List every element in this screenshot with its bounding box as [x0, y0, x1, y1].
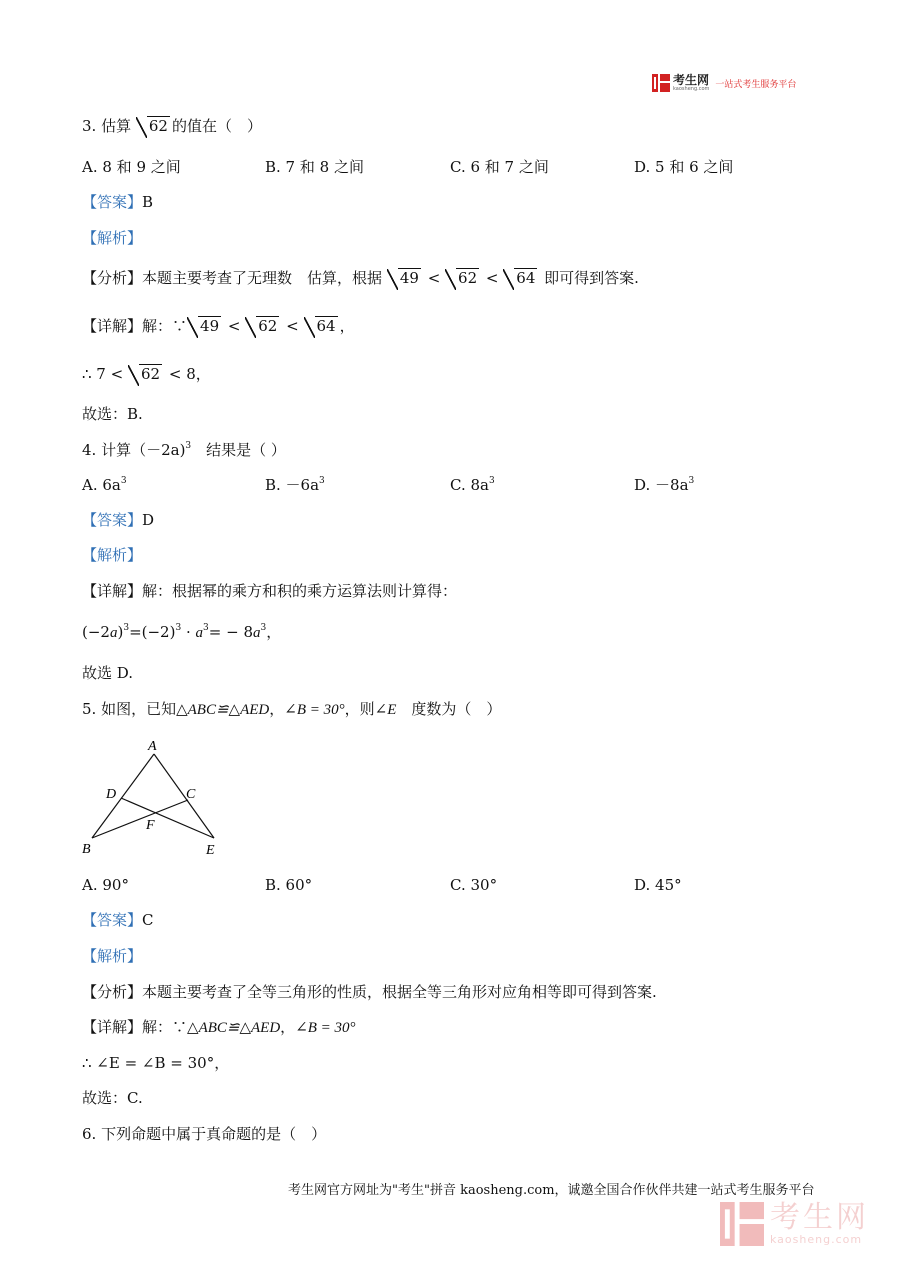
label-b: B: [82, 842, 91, 857]
q4-option-d: D. $-8a^3$: [634, 476, 695, 494]
q5-detail: 【详解】解：∵△ABC≌△AED，∠B = 30°: [82, 1018, 356, 1036]
q5-option-b: B. 60°: [265, 876, 313, 894]
q3-stem: 3. 估算 62 的值在（ ）: [82, 117, 262, 135]
q3-option-b: B. 7 和 8 之间: [265, 158, 364, 176]
q4-option-a: A. $6a^3$: [82, 476, 127, 494]
q5-option-d: D. 45°: [634, 876, 682, 894]
q6-stem: 6. 下列命题中属于真命题的是（ ）: [82, 1125, 327, 1143]
q3-therefore: ∴ 7 < 62 < 8，: [82, 365, 211, 383]
logo-text: [673, 72, 710, 92]
q4-formula: $(-2a)^3=(-2)^3 \cdot a^3= - 8a^3$，: [82, 623, 282, 641]
q5-triangle-figure: [78, 732, 238, 862]
q4-option-b: B. $-6a^3$: [265, 476, 325, 494]
footer-text: 考生网官方网址为"考生"拼音 kaosheng.com，诚邀全国合作伙伴共建一站式考生服务平台: [288, 1183, 815, 1198]
q4-analysis-label: 【解析】: [82, 546, 143, 564]
q5-fenxi: 【分析】本题主要考查了全等三角形的性质，根据全等三角形对应角相等即可得到答案.: [82, 983, 657, 1001]
watermark-name: 考生网: [770, 1200, 869, 1235]
q5-option-a: A. 90°: [82, 876, 129, 894]
q3-option-c: C. 6 和 7 之间: [450, 158, 549, 176]
label-a: A: [148, 739, 157, 754]
q5-stem: 5. 如图，已知△ABC≌△AED，∠B = 30°，则∠E 度数为（ ）: [82, 700, 502, 718]
q4-option-c: C. $8a^3$: [450, 476, 495, 494]
q3-answer: 【答案】B: [82, 193, 154, 211]
watermark-logo-icon: [720, 1200, 764, 1248]
q5-analysis-label: 【解析】: [82, 947, 143, 965]
q5-answer: 【答案】C: [82, 911, 154, 929]
label-c: C: [186, 787, 196, 802]
q3-choose: 故选：B.: [82, 405, 143, 423]
q3-sqrt: 62: [136, 116, 170, 136]
logo-name: 考生网: [673, 72, 710, 87]
logo-slogan: 一站式考生服务平台: [715, 79, 797, 90]
q4-detail: 【详解】解：根据幂的乘方和积的乘方运算法则计算得：: [82, 582, 458, 600]
watermark-domain: kaosheng.com: [770, 1233, 863, 1246]
q3-option-d: D. 5 和 6 之间: [634, 158, 734, 176]
label-d: D: [106, 787, 117, 802]
q3-fenxi: 【分析】本题主要考查了无理数 估算，根据 49 < 62 < 64 即可得到答案.: [82, 269, 639, 287]
logo-icon: [652, 74, 670, 92]
label-f: F: [146, 818, 155, 833]
q3-detail: 【详解】解：∵ 49 < 62 < 64 ，: [82, 317, 355, 335]
q3-analysis-label: 【解析】: [82, 229, 143, 247]
q5-therefore: ∴ ∠E = ∠B = 30°，: [82, 1054, 230, 1072]
q5-option-c: C. 30°: [450, 876, 498, 894]
q5-choose: 故选：C.: [82, 1089, 143, 1107]
q3-option-a: A. 8 和 9 之间: [82, 158, 181, 176]
q4-answer: 【答案】D: [82, 511, 155, 529]
watermark: [720, 1200, 869, 1248]
q4-stem: 4. 计算（－2a)$^3$ 结果是（ ）: [82, 441, 286, 459]
label-e: E: [206, 843, 215, 858]
logo-domain: kaosheng.com: [673, 85, 710, 92]
header-logo: [652, 74, 796, 92]
q4-choose: 故选 D.: [82, 664, 134, 682]
